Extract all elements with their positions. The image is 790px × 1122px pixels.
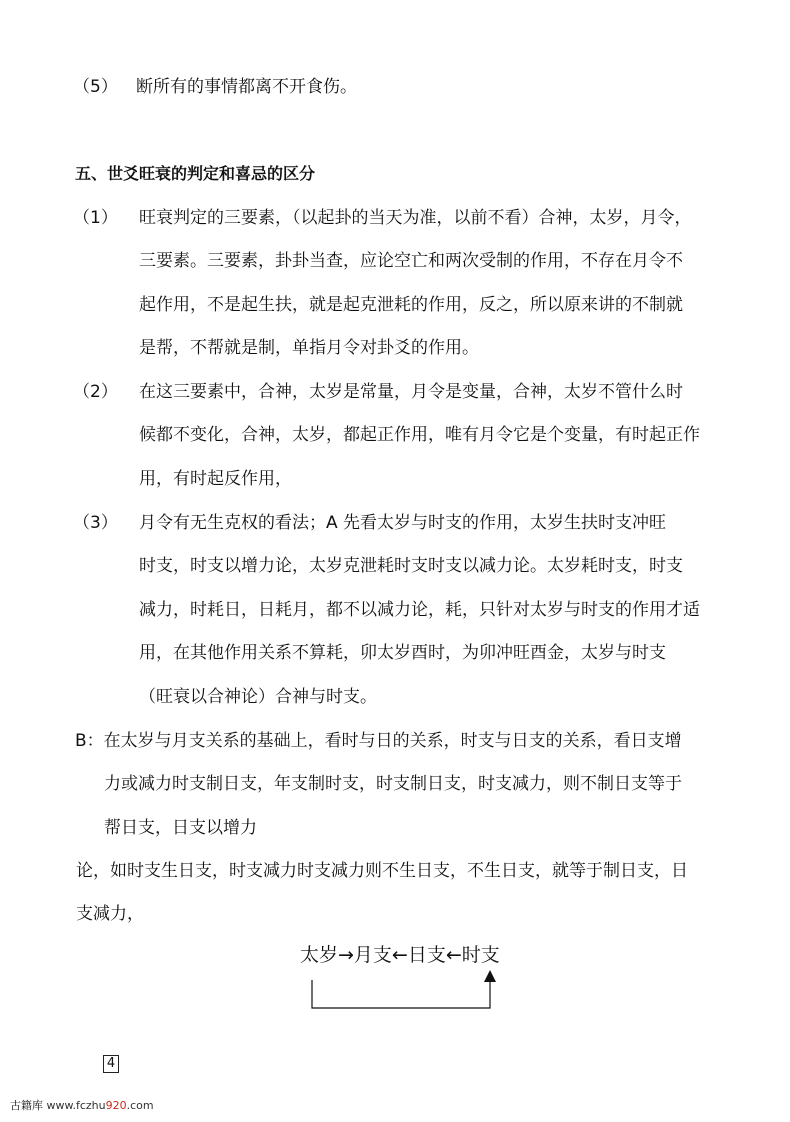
item-b-line: B：在太岁与月支关系的基础上，看时与日的关系，时支与日支的关系，看日支增: [75, 731, 682, 751]
item-2-line: 候都不变化，合神，太岁，都起正作用，唯有月令它是个变量，有时起正作: [139, 425, 700, 445]
item-2-line: 用，有时起反作用，: [139, 469, 292, 489]
item-1-line: 起作用，不是起生扶，就是起克泄耗的作用，反之，所以原来讲的不制就: [139, 295, 683, 315]
item-2-number: （2）: [73, 382, 118, 402]
item-3-line: 月令有无生克权的看法；A 先看太岁与时支的作用，太岁生扶时支冲旺: [139, 513, 667, 533]
footer-prefix: 古籍库: [10, 1099, 47, 1112]
section-heading: 五、世爻旺衰的判定和喜忌的区分: [75, 164, 316, 183]
item-3-number: （3）: [73, 513, 118, 533]
footer-site: www.fczhu: [46, 1099, 106, 1112]
item-3-line: 减力，时耗日，日耗月，都不以减力论，耗，只针对太岁与时支的作用才适: [139, 600, 700, 620]
item-3-line: 用，在其他作用关系不算耗，卯太岁酉时，为卯冲旺酉金，太岁与时支: [139, 643, 666, 663]
item-b-line: 力或减力时支制日支，年支制时支，时支制日支，时支减力，则不制日支等于: [104, 774, 682, 794]
item-5-text: 断所有的事情都离不开食伤。: [136, 77, 357, 97]
connector-arrow: [300, 966, 510, 1016]
footer-watermark: [10, 1097, 154, 1113]
arrow-up-icon: [484, 970, 496, 982]
connector-line: [312, 978, 490, 1008]
item-2-line: 在这三要素中，合神，太岁是常量，月令是变量，合神，太岁不管什么时: [139, 382, 683, 402]
item-b-line: 帮日支，日支以增力: [104, 818, 257, 838]
footer-accent: 920: [105, 1099, 127, 1112]
item-3-line: 时支，时支以增力论，太岁克泄耗时支时支以减力论。太岁耗时支，时支: [139, 556, 683, 576]
item-1-line: 是帮，不帮就是制，单指月令对卦爻的作用。: [139, 338, 479, 358]
diagram-text: 太岁→月支←日支←时支: [300, 944, 500, 966]
page-number: 4: [103, 1055, 119, 1073]
paragraph-line: 支减力，: [76, 904, 144, 924]
item-1-number: （1）: [73, 208, 118, 228]
item-1-line: 旺衰判定的三要素，（以起卦的当天为准，以前不看）合神，太岁，月令，: [139, 208, 692, 228]
paragraph-line: 论，如时支生日支，时支减力时支减力则不生日支，不生日支，就等于制日支，日: [76, 861, 688, 881]
item-5-number: （5）: [73, 77, 118, 97]
footer-suffix: .com: [126, 1099, 154, 1112]
item-3-line: （旺衰以合神论）合神与时支。: [139, 687, 377, 707]
item-1-line: 三要素。三要素，卦卦当查，应论空亡和两次受制的作用，不存在月令不: [139, 251, 683, 271]
